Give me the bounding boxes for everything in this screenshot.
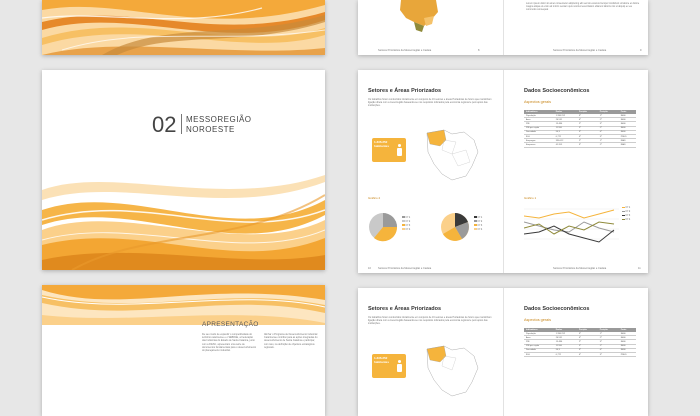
page-number-right: 11: [638, 267, 641, 270]
spread-strip-top: [358, 0, 648, 55]
socio-heading: Dados Socioeconômicos: [524, 88, 590, 94]
chart2-label: Gráfico 2: [368, 196, 381, 200]
pie-chart-1: [368, 212, 398, 242]
callout-value: 1.336.252 habitantes: [374, 140, 390, 148]
orange-swoosh-graphic: [42, 0, 325, 55]
line-chart: [524, 204, 619, 249]
population-callout: [372, 354, 406, 378]
chapter-title-line1: MESSOREGIÃO: [186, 115, 252, 124]
map-fragment: [396, 0, 456, 40]
sectors-heading: Setores e Áreas Priorizados: [368, 306, 442, 312]
region-map: [422, 128, 482, 183]
sectors-body-text: Os trabalhos foram conduzidos inicialmente em conjunto de 16 setores e áreas Portadoras de futuro que mantinham ligação direta com a mesorregião baseando-se nos requisitos indicados pela economia regional e pelo apoio das instituições.: [368, 98, 492, 108]
socio-subheading: Aspectos gerais: [524, 100, 552, 104]
socio-table: Indicadores Dados Posição Posição Fonte População 1.336.252 3º 1º IBGE Área 26.531 4º 2º IBGE PIB 15.486 2º 3º IBGE PIB per capita 11.590 5º 2º IBGE Densidade 50,3 3º 4º IBGE IDH 0,772 4º 3º PNUD Empregos 336.012 2º 1º RAIS Empresas 41.205 3º 2º RAIS: [524, 110, 636, 148]
spine: [503, 0, 504, 55]
cover-swoosh-graphic: [42, 70, 325, 270]
footer-right: Setores Prioritários da Messorregião e Cadeia: [553, 267, 607, 270]
page-number-right: 9: [640, 49, 642, 52]
callout-value: 1.336.252 habitantes: [374, 356, 390, 364]
chart1-label: Gráfico 1: [524, 196, 537, 200]
body-text-top-right: Lorem ipsum dolor sit amet consectetur adipiscing elit sed do eiusmod tempor incididunt ut labore et dolore magna aliqua ut enim ad minim veniam quis nostrud exercitation ullamco laboris nisi ut aliquip ex ea commodo consequat: [526, 2, 640, 12]
spine: [503, 288, 504, 416]
footer-right: Setores Prioritários da Messorregião e Cadeia: [553, 49, 607, 52]
spread-bottom: [358, 288, 648, 416]
cover-page: [42, 70, 325, 270]
spine: [503, 70, 504, 273]
socio-heading: Dados Socioeconômicos: [524, 306, 590, 312]
pie1-legend: Nº 1 Nº 2 Nº 3 Nº 4: [402, 216, 410, 232]
page-number-left: 10: [368, 267, 371, 270]
person-icon: [397, 144, 402, 156]
chapter-number: 02: [152, 112, 177, 137]
intro-text-col2: Alinhar o Programa de Desenvolvimento Industrial Catarinense contribui para as ações integradas do desenvolvimento de Santa Catarina e participar, com isso, na definição de objetivos estratégicos regionais.: [264, 333, 318, 349]
sectors-heading: Setores e Áreas Priorizados: [368, 88, 442, 94]
sectors-body-text: Os trabalhos foram conduzidos inicialmente em conjunto de 16 setores e áreas Portadoras de futuro que mantinham ligação direta com a mesorregião baseando-se nos requisitos indicados pela economia regional e pelo apoio das instituições.: [368, 316, 492, 326]
footer-left: Setores Prioritários da Messorregião e Cadeia: [378, 49, 432, 52]
intro-heading: APRESENTAÇÃO: [202, 321, 259, 328]
chapter-title-line2: NOROESTE: [186, 125, 235, 134]
line-legend: Nº 1 Nº 2 Nº 3 Nº 4: [622, 206, 630, 222]
pie2-legend: Nº 1 Nº 2 Nº 3 Nº 4: [474, 216, 482, 232]
socio-subheading: Aspectos gerais: [524, 318, 552, 322]
intro-text-col1: De seu modo de expandir o competitividade do território catarinense e o SEBRAE, a Federação das Indústrias do Estado de Santa Catarina, junto com a FIESC, apresentam uma série de documentos fundamentais para o desenvolvimento do planejamento industrial.: [202, 333, 257, 353]
intro-page: [42, 285, 325, 416]
population-callout: [372, 138, 406, 162]
pie-chart-2: [440, 212, 470, 242]
cover-strip-top: [42, 0, 325, 55]
spread-middle: [358, 70, 648, 273]
title-divider: [181, 114, 182, 134]
intro-swoosh-graphic: [42, 285, 325, 325]
footer-left: Setores Prioritários da Messorregião e Cadeia: [378, 267, 432, 270]
page-number-left: 8: [478, 49, 480, 52]
region-map: [422, 344, 482, 399]
person-icon: [397, 360, 402, 372]
socio-table: Indicadores Dados Posição Posição Fonte População 1.336.252 3º 1º IBGE Área 26.531 4º 2º IBGE PIB 15.486 2º 3º IBGE PIB per capita 11.590 5º 2º IBGE Densidade 50,3 3º 4º IBGE IDH 0,772 4º 3º PNUD: [524, 328, 636, 357]
